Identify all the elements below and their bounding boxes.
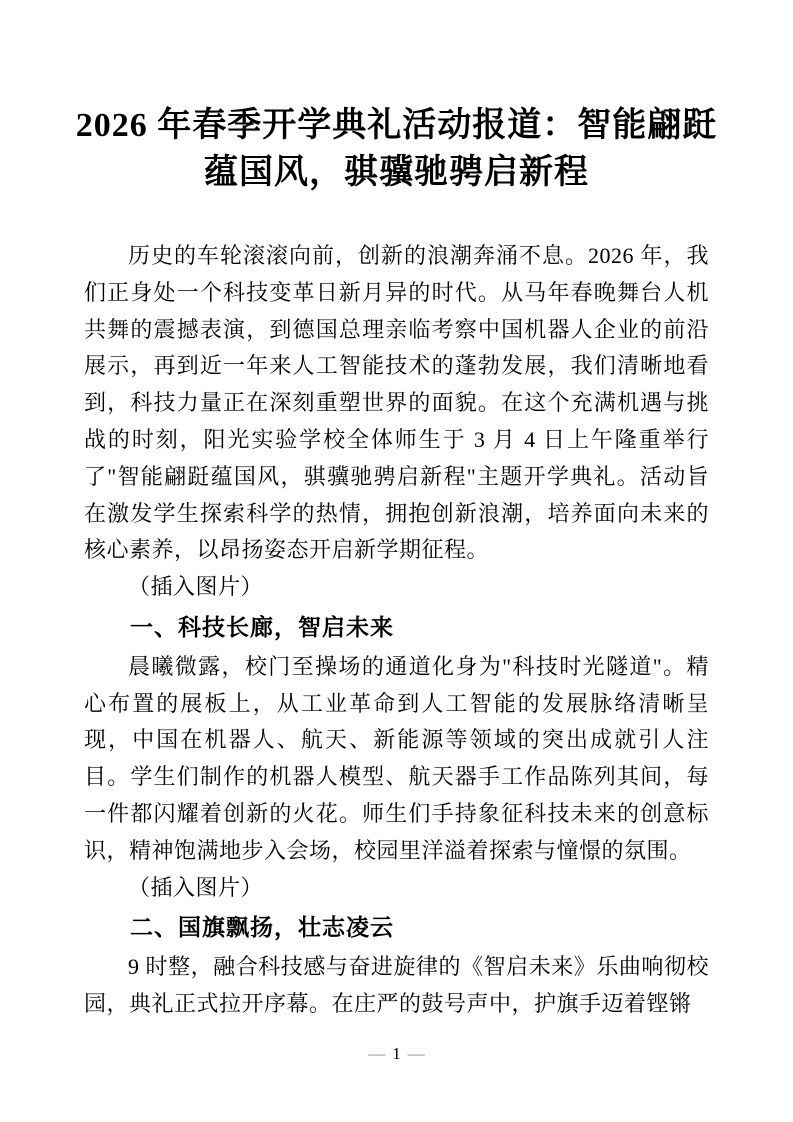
footer-dash-right: — (407, 1044, 425, 1063)
section-heading-1: 一、科技长廊，智启未来 (130, 613, 394, 640)
paragraph-section-2: 9 时整，融合科技感与奋进旋律的《智启未来》乐曲响彻校园，典礼正式拉开序幕。在庄严的鼓号声中，护旗手迈着铿锵 (84, 954, 709, 1016)
document-body (84, 238, 709, 1023)
paragraph-intro: 历史的车轮滚滚向前，创新的浪潮奔涌不息。2026 年，我们正身处一个科技变革日新月异的时代。从马年春晚舞台人机共舞的震撼表演，到德国总理亲临考察中国机器人企业的前沿展示，再到近一年来人工智能技术的蓬勃发展，我们清晰地看到，科技力量正在深刻重塑世界的面貌。在这个充满机遇与挑战的时刻，阳光实验学校全体师生于 3 月 4 日上午隆重举行了"智能翩跹蕴国风，骐骥驰骋启新程"主题开学典礼。活动旨在激发学生探索科学的热情，拥抱创新浪潮，培养面向未来的核心素养，以昂扬姿态开启新学期征程。 (84, 243, 709, 563)
title-line-2: 蕴国风，骐骥驰骋启新程 (204, 154, 589, 191)
page-number: 1 (392, 1044, 401, 1063)
document-title (0, 0, 793, 196)
footer-dash-left: — (368, 1044, 386, 1063)
title-line-1: 2026 年春季开学典礼活动报道：智能翩跹 (75, 107, 718, 144)
image-placeholder-note-1: （插入图片） (128, 574, 264, 600)
page-footer (0, 1044, 793, 1064)
image-placeholder-note-2: （插入图片） (128, 874, 264, 900)
section-heading-2: 二、国旗飘扬，壮志凌云 (130, 914, 394, 941)
paragraph-section-1: 晨曦微露，校门至操场的通道化身为"科技时光隧道"。精心布置的展板上，从工业革命到人工智能的发展脉络清晰呈现，中国在机器人、航天、新能源等领域的突出成就引人注目。学生们制作的机器人模型、航天器手工作品陈列其间，每一件都闪耀着创新的火花。师生们手持象征科技未来的创意标识，精神饱满地步入会场，校园里洋溢着探索与憧憬的氛围。 (84, 653, 709, 863)
